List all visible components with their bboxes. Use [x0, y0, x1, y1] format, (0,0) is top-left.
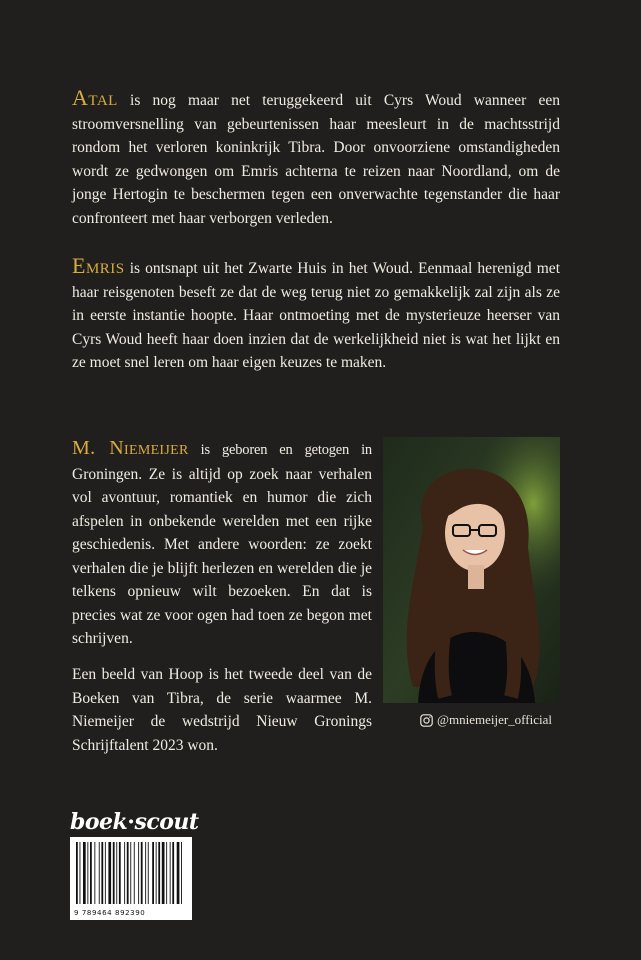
atal-paragraph [72, 86, 560, 230]
emris-text: is ontsnapt uit het Zwarte Huis in het Woud. Eenmaal herenigd met haar reisgenoten beseft ze dat de weg terug niet zo gemakkelijk zal zijn als ze in eerste instantie hoopte. Haar ontmoeting met de mysterieuze heerser van Cyrs Woud heeft haar doen inzien dat de werkelijkheid niet is wat het lijkt en ze moet snel leren om haar eigen keuzes te maken. [72, 260, 560, 371]
publisher-logo-dot: · [127, 809, 135, 835]
author-name: M. Niemeijer [72, 437, 189, 459]
instagram-icon [420, 714, 433, 727]
atal-text: is nog maar net teruggekeerd uit Cyrs Woud wanneer een stroomversnelling van gebeurtenissen haar meesleurt in de machtsstrijd rondom het verloren koninkrijk Tibra. Door onvoorziene omstandigheden wordt ze gedwongen om Emris achterna te reizen naar Noordland, om de jonge Hertogin te beschermen tegen een onverwachte tegenstander die haar confronteert met haar verborgen verleden. [72, 92, 560, 227]
barcode [70, 837, 192, 920]
instagram-caption[interactable] [420, 712, 552, 728]
author-bio-second: Een beeld van Hoop is het tweede deel van de Boeken van Tibra, de serie waarmee M. Niemeijer de wedstrijd Nieuw Gronings Schrijftalent 2023 won. [72, 666, 372, 754]
author-bio [72, 437, 372, 651]
instagram-handle[interactable]: @mniemeijer_official [437, 712, 552, 727]
barcode-bars [70, 837, 192, 920]
isbn-number: 9 789464 892390 [74, 909, 146, 917]
author-photo [383, 437, 560, 703]
author-bio-first: is geboren en getogen in [188, 442, 372, 458]
emris-paragraph [72, 254, 560, 375]
author-photo-image [383, 437, 560, 703]
atal-name: Atal [72, 85, 118, 110]
publisher-logo [70, 809, 199, 835]
author-bio-text: Groningen. Ze is altijd op zoek naar verhalen vol avontuur, romantiek en humor die zich afspelen in onbekende werelden met een rijke geschiedenis. Met andere woorden: ze zoekt verhalen die je blijft herlezen en werelden die je telkens opnieuw wilt bezoeken. En dat is precies wat ze voor ogen had toen ze begon met schrijven. [72, 465, 372, 647]
publisher-logo-part2: scout [134, 809, 199, 835]
emris-name: Emris [72, 253, 125, 278]
publisher-logo-part1: boek [70, 809, 128, 835]
